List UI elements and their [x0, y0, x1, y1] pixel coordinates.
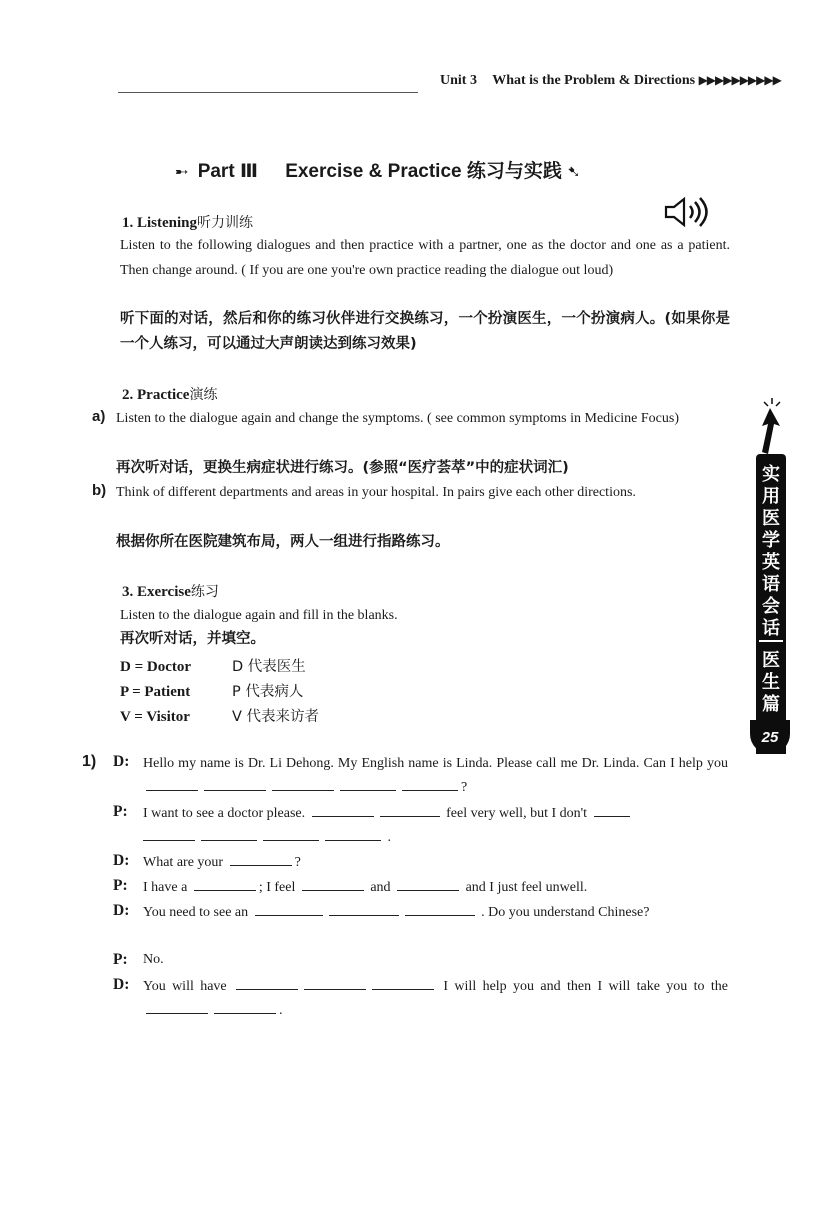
part-heading: Exercise & Practice 练习与实践 — [285, 161, 562, 182]
header-unit: Unit 3 — [440, 73, 477, 88]
exercise-heading: 3. Exercise练习 — [122, 584, 219, 600]
item-a-label: a) — [92, 408, 106, 425]
blank-field[interactable] — [143, 828, 195, 841]
blank-field[interactable] — [304, 977, 366, 990]
blank-field[interactable] — [214, 1001, 276, 1014]
exercise-text-en: Listen to the dialogue again and fill in the blanks. — [120, 608, 398, 623]
running-header — [440, 73, 781, 89]
blank-field[interactable] — [272, 778, 334, 791]
part-title — [175, 156, 581, 183]
speaker-label: P: — [113, 803, 128, 820]
header-arrows: ▶▶▶▶▶▶▶▶▶▶ — [698, 73, 781, 87]
side-tab-subtitle: 医生篇 — [762, 650, 780, 715]
blank-field[interactable] — [146, 778, 198, 791]
listening-text-en: Listen to the following dialogues and then practice with a partner, one as the doctor and one as a patient. Then change around. ( If you are one you're own practice reading the dialogue out loud) — [120, 238, 730, 278]
dialogue-line: What are your ? — [143, 855, 301, 870]
exercise-text-zh: 再次听对话，并填空。 — [120, 631, 265, 647]
speaker-label: P: — [113, 877, 128, 894]
blank-field[interactable] — [230, 853, 292, 866]
blank-field[interactable] — [594, 804, 630, 817]
practice-heading: 2. Practice演练 — [122, 387, 218, 403]
blank-field[interactable] — [201, 828, 257, 841]
blank-field[interactable] — [312, 804, 374, 817]
blank-field[interactable] — [146, 1001, 208, 1014]
dialogue-line: No. — [143, 952, 164, 967]
side-tab — [756, 454, 786, 754]
dialogue-line: I have a ; I feel and and I just feel unwell. — [143, 880, 588, 895]
left-ornament-icon: ➸ — [175, 164, 189, 181]
side-tab-divider — [759, 640, 783, 642]
blank-field[interactable] — [329, 903, 399, 916]
practice-a-zh: 再次听对话，更换生病症状进行练习。(参照“医疗荟萃”中的症状词汇) — [116, 460, 569, 476]
speaker-label: D: — [113, 976, 130, 993]
dialogue-number: 1) — [82, 753, 97, 770]
practice-b-en: Think of different departments and areas in your hospital. In pairs give each other directions. — [116, 485, 636, 500]
blank-field[interactable] — [405, 903, 475, 916]
blank-field[interactable] — [204, 778, 266, 791]
dialogue-line: Hello my name is Dr. Li Dehong. My English name is Linda. Please call me Dr. Linda. Can I help you ? — [143, 756, 728, 795]
blank-field[interactable] — [380, 804, 440, 817]
blank-field[interactable] — [340, 778, 396, 791]
blank-field[interactable] — [302, 878, 364, 891]
blank-field[interactable] — [236, 977, 298, 990]
legend-visitor: V = Visitor V 代表来访者 — [120, 709, 320, 725]
speaker-icon — [662, 196, 710, 228]
practice-b-zh: 根据你所在医院建筑布局，两人一组进行指路练习。 — [116, 534, 450, 550]
speaker-label: D: — [113, 902, 130, 919]
speaker-label: P: — [113, 951, 128, 968]
dialogue-line: You will have I will help you and then I will take you to the . — [143, 979, 729, 1018]
page-number: 25 — [761, 729, 779, 746]
legend-doctor: D = Doctor D 代表医生 — [120, 659, 306, 675]
dialogue-line-cont: . — [143, 828, 391, 846]
practice-a-en: Listen to the dialogue again and change the symptoms. ( see common symptoms in Medicine Focus) — [116, 411, 680, 426]
blank-field[interactable] — [255, 903, 323, 916]
header-rule — [118, 92, 418, 93]
speaker-label: D: — [113, 852, 130, 869]
dialogue-line: I want to see a doctor please. feel very well, but I don't — [143, 804, 633, 822]
speaker-label: D: — [113, 753, 130, 770]
blank-field[interactable] — [263, 828, 319, 841]
side-tab-title: 实用医学英语会话 — [762, 464, 780, 639]
blank-field[interactable] — [397, 878, 459, 891]
right-ornament-icon: ➷ — [567, 164, 581, 181]
listening-text-zh: 听下面的对话，然后和你的练习伙伴进行交换练习，一个扮演医生，一个扮演病人。(如果你是一个人练习，可以通过大声朗读达到练习效果) — [120, 311, 730, 352]
header-title: What is the Problem & Directions — [492, 73, 696, 88]
item-b-label: b) — [92, 482, 107, 499]
blank-field[interactable] — [194, 878, 256, 891]
legend-patient: P = Patient P 代表病人 — [120, 684, 304, 700]
blank-field[interactable] — [372, 977, 434, 990]
tab-arrow-icon — [756, 396, 788, 456]
blank-field[interactable] — [325, 828, 381, 841]
listening-heading: 1. Listening听力训练 — [122, 215, 254, 231]
dialogue-line: You need to see an . Do you understand Chinese? — [143, 905, 650, 920]
blank-field[interactable] — [402, 778, 458, 791]
part-label: Part Ⅲ — [197, 161, 258, 182]
